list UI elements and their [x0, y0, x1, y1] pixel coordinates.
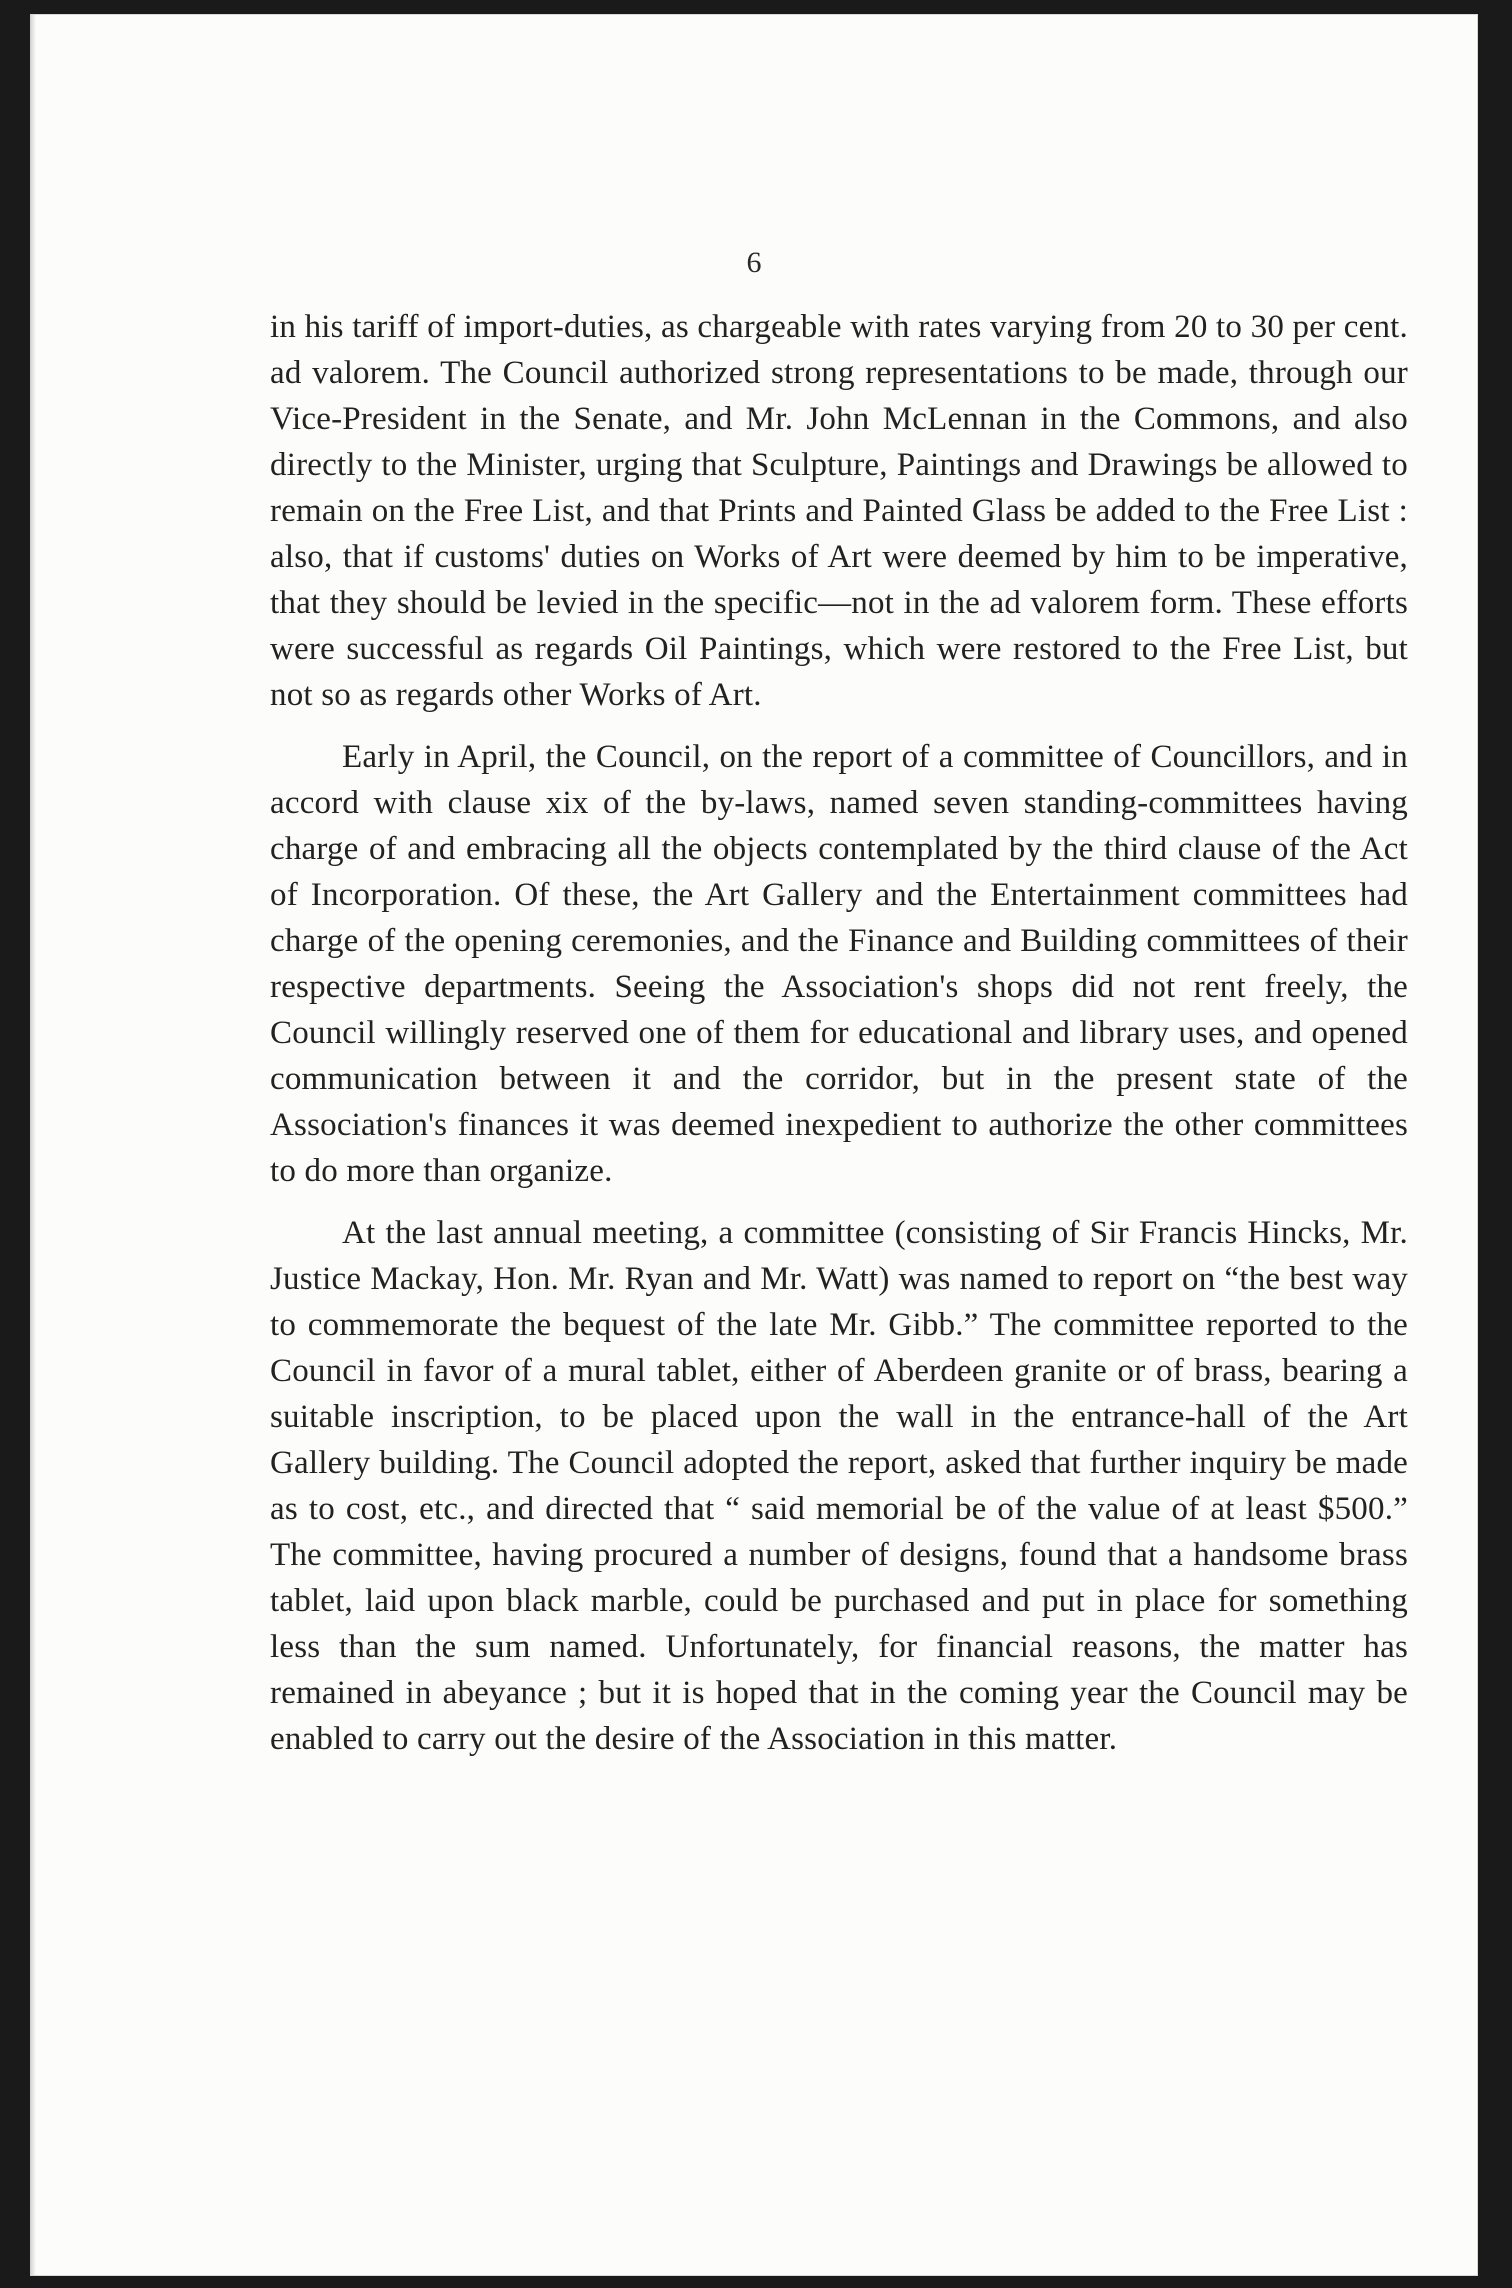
paragraph-committees: Early in April, the Council, on the report of a committee of Councillors, and in accord with clause xix of the by-laws, named seven standing-committees having charge of and embracing all the objects contemplated by the third clause of the Act of Incorporation. Of these, the Art Gallery and the Entertainment committees had charge of the opening ceremonies, and the Finance and Building committees of their respective departments. Seeing the Association's shops did not rent freely, the Council willingly reserved one of them for educational and library uses, and opened communication between it and the corridor, but in the present state of the Association's finances it was deemed inexpedient to authorize the other committees to do more than organize. — [270, 739, 1408, 1189]
page-number: 6 — [746, 246, 762, 279]
scan-border-right — [1478, 0, 1512, 2288]
paragraph-memorial: At the last annual meeting, a committee (consisting of Sir Francis Hincks, Mr. Justice Mackay, Hon. Mr. Ryan and Mr. Watt) was named to report on “the best way to commemorate the bequest of the late Mr. Gibb.” The committee reported to the Council in favor of a mural tablet, either of Aberdeen granite or of brass, bearing a suitable inscription, to be placed upon the wall in the entrance-hall of the Art Gallery building. The Council adopted the report, asked that further inquiry be made as to cost, etc., and directed that “ said memorial be of the value of at least $500.” The committee, having procured a number of designs, found that a handsome brass tablet, laid upon black marble, could be purchased and put in place for something less than the sum named. Unfortunately, for financial reasons, the matter has remained in abeyance ; but it is hoped that in the coming year the Council may be enabled to carry out the desire of the Association in this matter. — [270, 1215, 1408, 1757]
paragraph-tariff: in his tariff of import-duties, as chargeable with rates varying from 20 to 30 per cent. ad valorem. The Council authorized strong representations to be made, through our Vice-President in the Senate, and Mr. John McLennan in the Commons, and also directly to the Minister, urging that Sculpture, Paintings and Drawings be allowed to remain on the Free List, and that Prints and Painted Glass be added to the Free List : also, that if customs' duties on Works of Art were deemed by him to be imperative, that they should be levied in the specific—not in the ad valorem form. These efforts were successful as regards Oil Paintings, which were restored to the Free List, but not so as regards other Works of Art. — [270, 309, 1408, 713]
document-page — [30, 14, 1478, 2276]
body-text — [270, 304, 1408, 1778]
page-edge-shadow — [30, 14, 36, 2276]
